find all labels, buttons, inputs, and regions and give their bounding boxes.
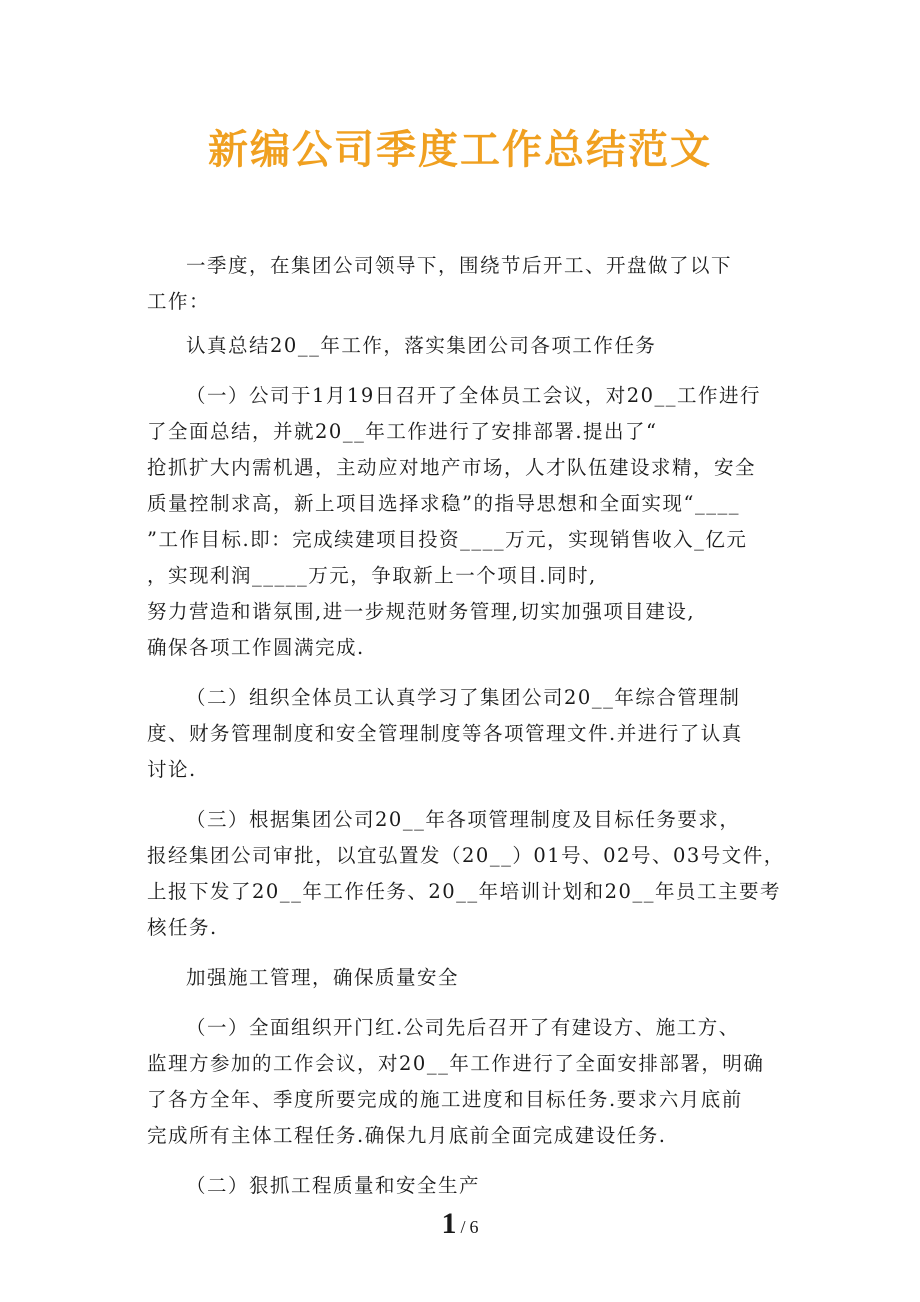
text-line: ”工作目标.即：完成续建项目投资____万元，实现销售收入_亿元 — [147, 528, 748, 551]
text-line: （一）全面组织开门红.公司先后召开了有建设方、施工方、 — [186, 1016, 740, 1039]
page-separator: / — [460, 1217, 466, 1237]
text-line: 了全面总结，并就20__年工作进行了安排部署.提出了“ — [147, 420, 658, 443]
text-line: 抢抓扩大内需机遇，主动应对地产市场，人才队伍建设求精，安全 — [147, 456, 757, 479]
text-line: 度、财务管理制度和安全管理制度等各项管理文件.并进行了认真 — [147, 722, 743, 745]
text-line: 确保各项工作圆满完成. — [147, 636, 365, 659]
text-line: 上报下发了20__年工作任务、20__年培训计划和20__年员工主要考 — [147, 880, 781, 903]
heading-quality-safety: （二）狠抓工程质量和安全生产 — [186, 1174, 481, 1197]
text-line: （三）根据集团公司20__年各项管理制度及目标任务要求， — [186, 808, 741, 831]
document-title: 新编公司季度工作总结范文 — [208, 126, 712, 173]
text-line: ，实现利润_____万元，争取新上一个项目.同时, — [147, 564, 597, 587]
text-line: 报经集团公司审批，以宜弘置发（20__）01号、02号、03号文件， — [147, 844, 785, 867]
text-line: 完成所有主体工程任务.确保九月底前全面完成建设任务. — [147, 1124, 667, 1147]
paragraph-intro — [147, 248, 777, 320]
text-line: 监理方参加的工作会议，对20__年工作进行了全面安排部署，明确 — [147, 1052, 765, 1075]
text-line: （一）公司于1月19日召开了全体员工会议，对20__工作进行 — [186, 384, 762, 407]
text-line: 质量控制求高，新上项目选择求稳”的指导思想和全面实现“____ — [147, 492, 740, 515]
heading-summary: 认真总结20__年工作，落实集团公司各项工作任务 — [186, 334, 657, 357]
text-line: 讨论. — [147, 758, 197, 781]
text-line: 核任务. — [147, 916, 218, 939]
heading-construction: 加强施工管理，确保质量安全 — [186, 966, 460, 989]
text-line: 一季度，在集团公司领导下，围绕节后开工、开盘做了以下 — [186, 254, 733, 277]
text-line: 了各方全年、季度所要完成的施工进度和目标任务.要求六月底前 — [147, 1088, 743, 1111]
paragraph-item-2 — [147, 680, 777, 788]
text-line: （二）组织全体员工认真学习了集团公司20__年综合管理制 — [186, 686, 741, 709]
document-body — [147, 248, 785, 1218]
paragraph-construction-1 — [147, 1010, 777, 1154]
text-line: 努力营造和谐氛围,进一步规范财务管理,切实加强项目建设, — [147, 600, 696, 623]
text-line: 工作： — [147, 290, 211, 313]
total-pages: 6 — [469, 1217, 479, 1237]
paragraph-item-3 — [147, 802, 785, 946]
current-page: 1 — [441, 1207, 457, 1240]
page-number — [0, 1207, 920, 1241]
paragraph-item-1 — [147, 378, 777, 666]
